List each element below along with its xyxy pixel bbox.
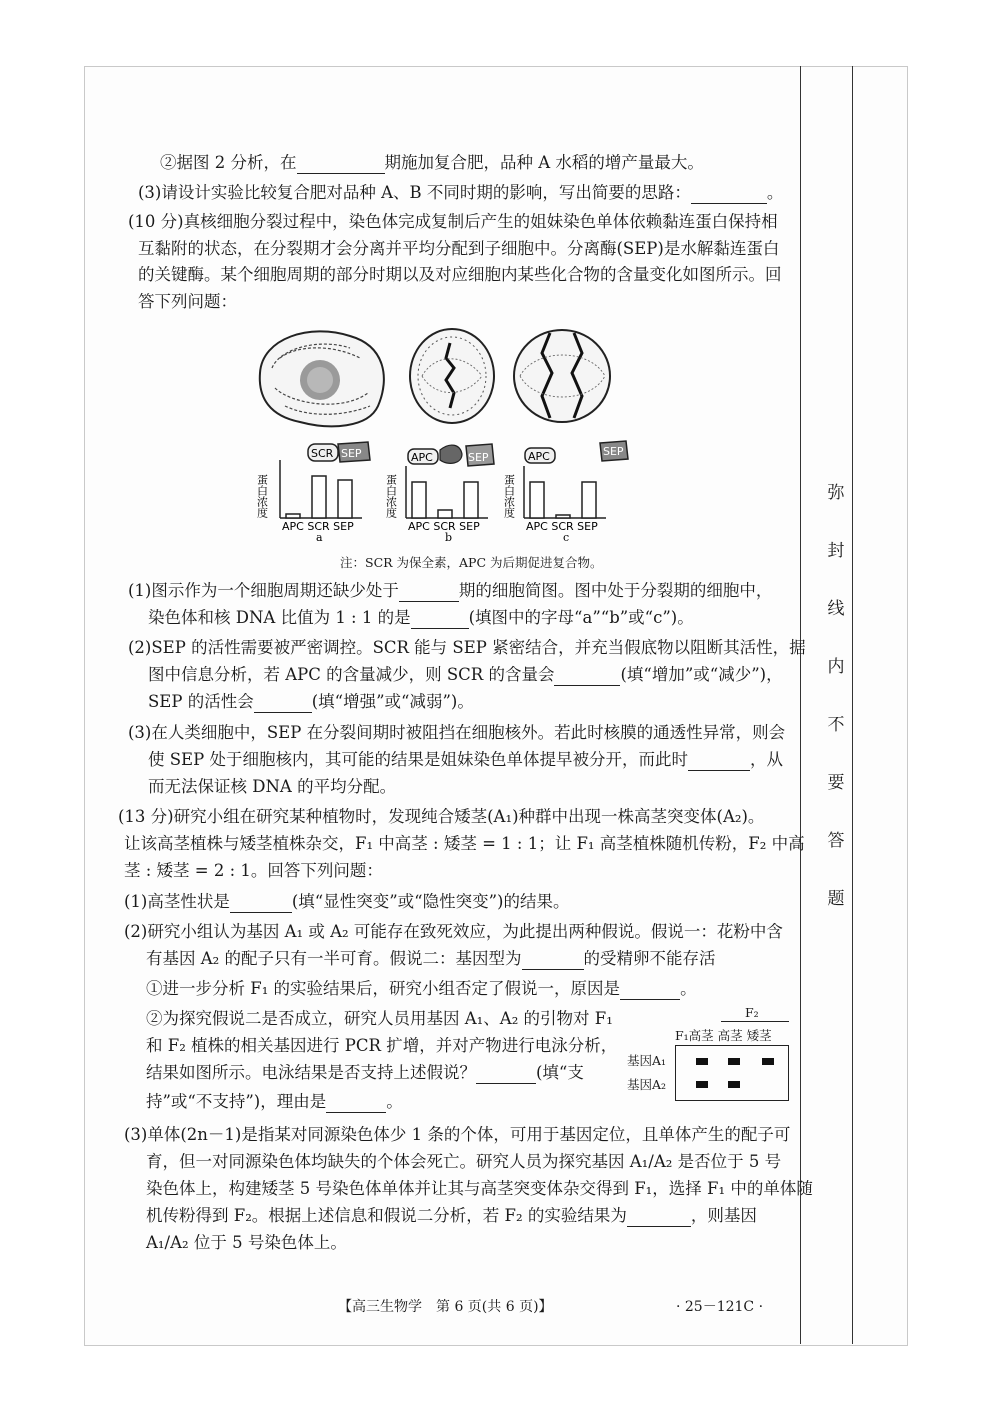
cell-q3-line3: 而无法保证核 DNA 的平均分配。 [148,777,397,796]
scr-tag-label: SCR [311,447,334,460]
band [696,1081,708,1088]
y-axis-label-b: 蛋白浓度 [384,474,398,518]
prev-question-line-2: (3)请设计实验比较复合肥对品种 A、B 不同时期的影响，写出简要的思路： 。 [138,183,784,202]
seal-char: 内 [827,657,845,677]
seal-char: 封 [827,541,845,561]
scr-degraded-shape [440,445,462,463]
x-axis-label-c: APC SCR SEP [526,520,598,533]
bar-c-apc [530,482,544,518]
answer-blank [522,951,584,970]
seal-char: 不 [827,715,845,735]
gene-q2-2-line4: 持”或“不支持”)，理由是 。 [146,1092,403,1111]
gene-question-text: 让该高茎植株与矮茎植株杂交，F₁ 中高茎 : 矮茎 = 1 : 1；让 F₁ 高茎植株随机传粉，F₂ 中高 [124,834,805,853]
y-axis-label-a: 蛋白浓度 [255,474,269,518]
seal-margin-text [826,478,846,942]
gene-question-text: 茎 : 矮茎 = 2 : 1。回答下列问题： [124,861,383,880]
answer-blank [554,667,620,686]
sep-tag-b-label: SEP [468,451,489,464]
answer-blank [476,1065,536,1084]
gel-f2-bracket [721,1021,789,1022]
cell-q2-line2: 图中信息分析，若 APC 的含量减少，则 SCR 的含量会 (填“增加”或“减少”)， [148,665,783,684]
answer-blank [688,752,750,771]
prev-question-line-1: ②据图 2 分析，在 期施加复合肥，品种 A 水稻的增产量最大。 [160,153,704,172]
seal-char: 题 [827,889,845,909]
seal-char: 答 [827,831,845,851]
cell-c-illustration [514,330,610,422]
seal-char: 弥 [827,483,845,503]
cell-question-text: 的关键酶。某个细胞周期的部分时期以及对应细胞内某些化合物的含量变化如图所示。回 [138,265,782,284]
gene-q2-2-line2: 和 F₂ 植株的相关基因进行 PCR 扩增，并对产物进行电泳分析， [146,1036,618,1055]
sep-tag-c-label: SEP [603,445,624,458]
cell-cycle-figure [250,318,650,542]
protein-bars [286,476,596,518]
y-axis-label-c: 蛋白浓度 [502,474,516,518]
answer-blank [691,185,767,204]
gel-row-a2: 基因A₂ [627,1077,667,1092]
cell-q1-line2: 染色体和核 DNA 比值为 1 : 1 的是 (填图中的字母“a”“b”或“c”)。 [148,608,694,627]
bar-b-apc [412,482,426,518]
band [696,1058,708,1065]
cell-question-text: 互黏附的状态，在分裂期才会分离并平均分配到子细胞中。分离酶(SEP)是水解黏连蛋白 [138,239,780,258]
gene-q3-line4: 机传粉得到 F₂。根据上述信息和假说二分析，若 F₂ 的实验结果为 ，则基因 [146,1206,757,1225]
gene-q3-line5: A₁/A₂ 位于 5 号染色体上。 [146,1233,347,1252]
gel-f2-label: F₂ [745,1005,759,1020]
gene-q2-1: ①进一步分析 F₁ 的实验结果后，研究小组否定了假说一，原因是 。 [146,979,697,998]
gene-q2-2-line3: 结果如图所示。电泳结果是否支持上述假说？ (填“支 [146,1063,584,1082]
bar-c-scr [556,515,570,518]
answer-blank [230,894,292,913]
gel-column-labels: F₁高茎 高茎 矮茎 [675,1028,772,1043]
cell-q2-line1: (2)SEP 的活性需要被严密调控。SCR 能与 SEP 紧密结合，并充当假底物以阻断其活性，据 [128,638,806,657]
cell-a-illustration [260,331,384,426]
answer-blank [254,694,312,713]
footer-code: · 25－121C · [676,1299,764,1315]
cell-q3-line2: 使 SEP 处于细胞核内，其可能的结果是姐妹染色单体提早被分开，而此时 ，从 [148,750,783,769]
gel-row-a1: 基因A₁ [627,1053,667,1068]
band [762,1058,774,1065]
answer-blank [297,155,385,174]
seal-line-left [800,66,801,1344]
apc-tag-label: APC [411,451,433,464]
seal-char: 要 [827,773,845,793]
apc-tag-c-label: APC [528,450,550,463]
answer-blank [326,1094,386,1113]
gene-q3-line3: 染色体上，构建矮茎 5 号染色体单体并让其与高茎突变体杂交得到 F₁，选择 F₁ 中的单体随 [146,1179,813,1198]
gel-box [675,1045,789,1101]
panel-label-c: c [563,531,570,542]
cell-question-text: 答下列问题： [138,292,237,311]
bar-a-sep [338,480,352,518]
gene-q1: (1)高茎性状是 (填“显性突变”或“隐性突变”)的结果。 [124,892,570,911]
answer-blank [411,610,469,629]
cell-q2-line3: SEP 的活性会 (填“增强”或“减弱”)。 [148,692,474,711]
sep-tag-label: SEP [341,447,362,460]
bar-b-sep [464,482,478,518]
panel-label-a: a [316,531,323,542]
electrophoresis-figure [625,1005,795,1100]
gene-q3-line2: 育，但一对同源染色体均缺失的个体会死亡。研究人员为探究基因 A₁/A₂ 是否位于 5 号 [146,1152,782,1171]
gene-q2-line1: (2)研究小组认为基因 A₁ 或 A₂ 可能存在致死效应，为此提出两种假说。假说一：花粉中含 [124,922,783,941]
bar-b-scr [438,510,452,518]
answer-blank [620,981,680,1000]
cell-b-illustration [410,329,494,423]
x-axis-label-b: APC SCR SEP [408,520,480,533]
gene-question-intro: (13 分)研究小组在研究某种植物时，发现纯合矮茎(A₁)种群中出现一株高茎突变体(A₂)。 [118,807,765,826]
bar-a-scr [312,476,326,518]
cell-cycle-diagram [250,318,650,542]
footer-page-info: 【高三生物学 第 6 页(共 6 页)】 [338,1299,553,1315]
band [728,1081,740,1088]
gene-q2-2-line1: ②为探究假说二是否成立，研究人员用基因 A₁、A₂ 的引物对 F₁ [146,1009,613,1028]
cell-q3-line1: (3)在人类细胞中，SEP 在分裂间期时被阻挡在细胞核外。若此时核膜的通透性异常，则会 [128,723,786,742]
band [728,1058,740,1065]
seal-line-right [852,66,853,1344]
bar-a-apc [286,514,300,518]
x-axis-label-a: APC SCR SEP [282,520,354,533]
cell-q1-line1: (1)图示作为一个细胞周期还缺少处于 期的细胞简图。图中处于分裂期的细胞中， [128,581,773,600]
gene-q3-line1: (3)单体(2n－1)是指某对同源染色体少 1 条的个体，可用于基因定位，且单体产生的配子可 [124,1125,791,1144]
figure-caption: 注：SCR 为保全素，APC 为后期促进复合物。 [340,555,603,570]
bar-c-sep [582,482,596,518]
gene-q2-line2: 有基因 A₂ 的配子只有一半可育。假说二：基因型为 的受精卵不能存活 [146,949,716,968]
panel-label-b: b [445,531,453,542]
answer-blank [399,583,459,602]
cell-question-intro: (10 分)真核细胞分裂过程中，染色体完成复制后产生的姐妹染色单体依赖黏连蛋白保持相 [128,212,778,231]
answer-blank [627,1208,691,1227]
seal-char: 线 [827,599,845,619]
